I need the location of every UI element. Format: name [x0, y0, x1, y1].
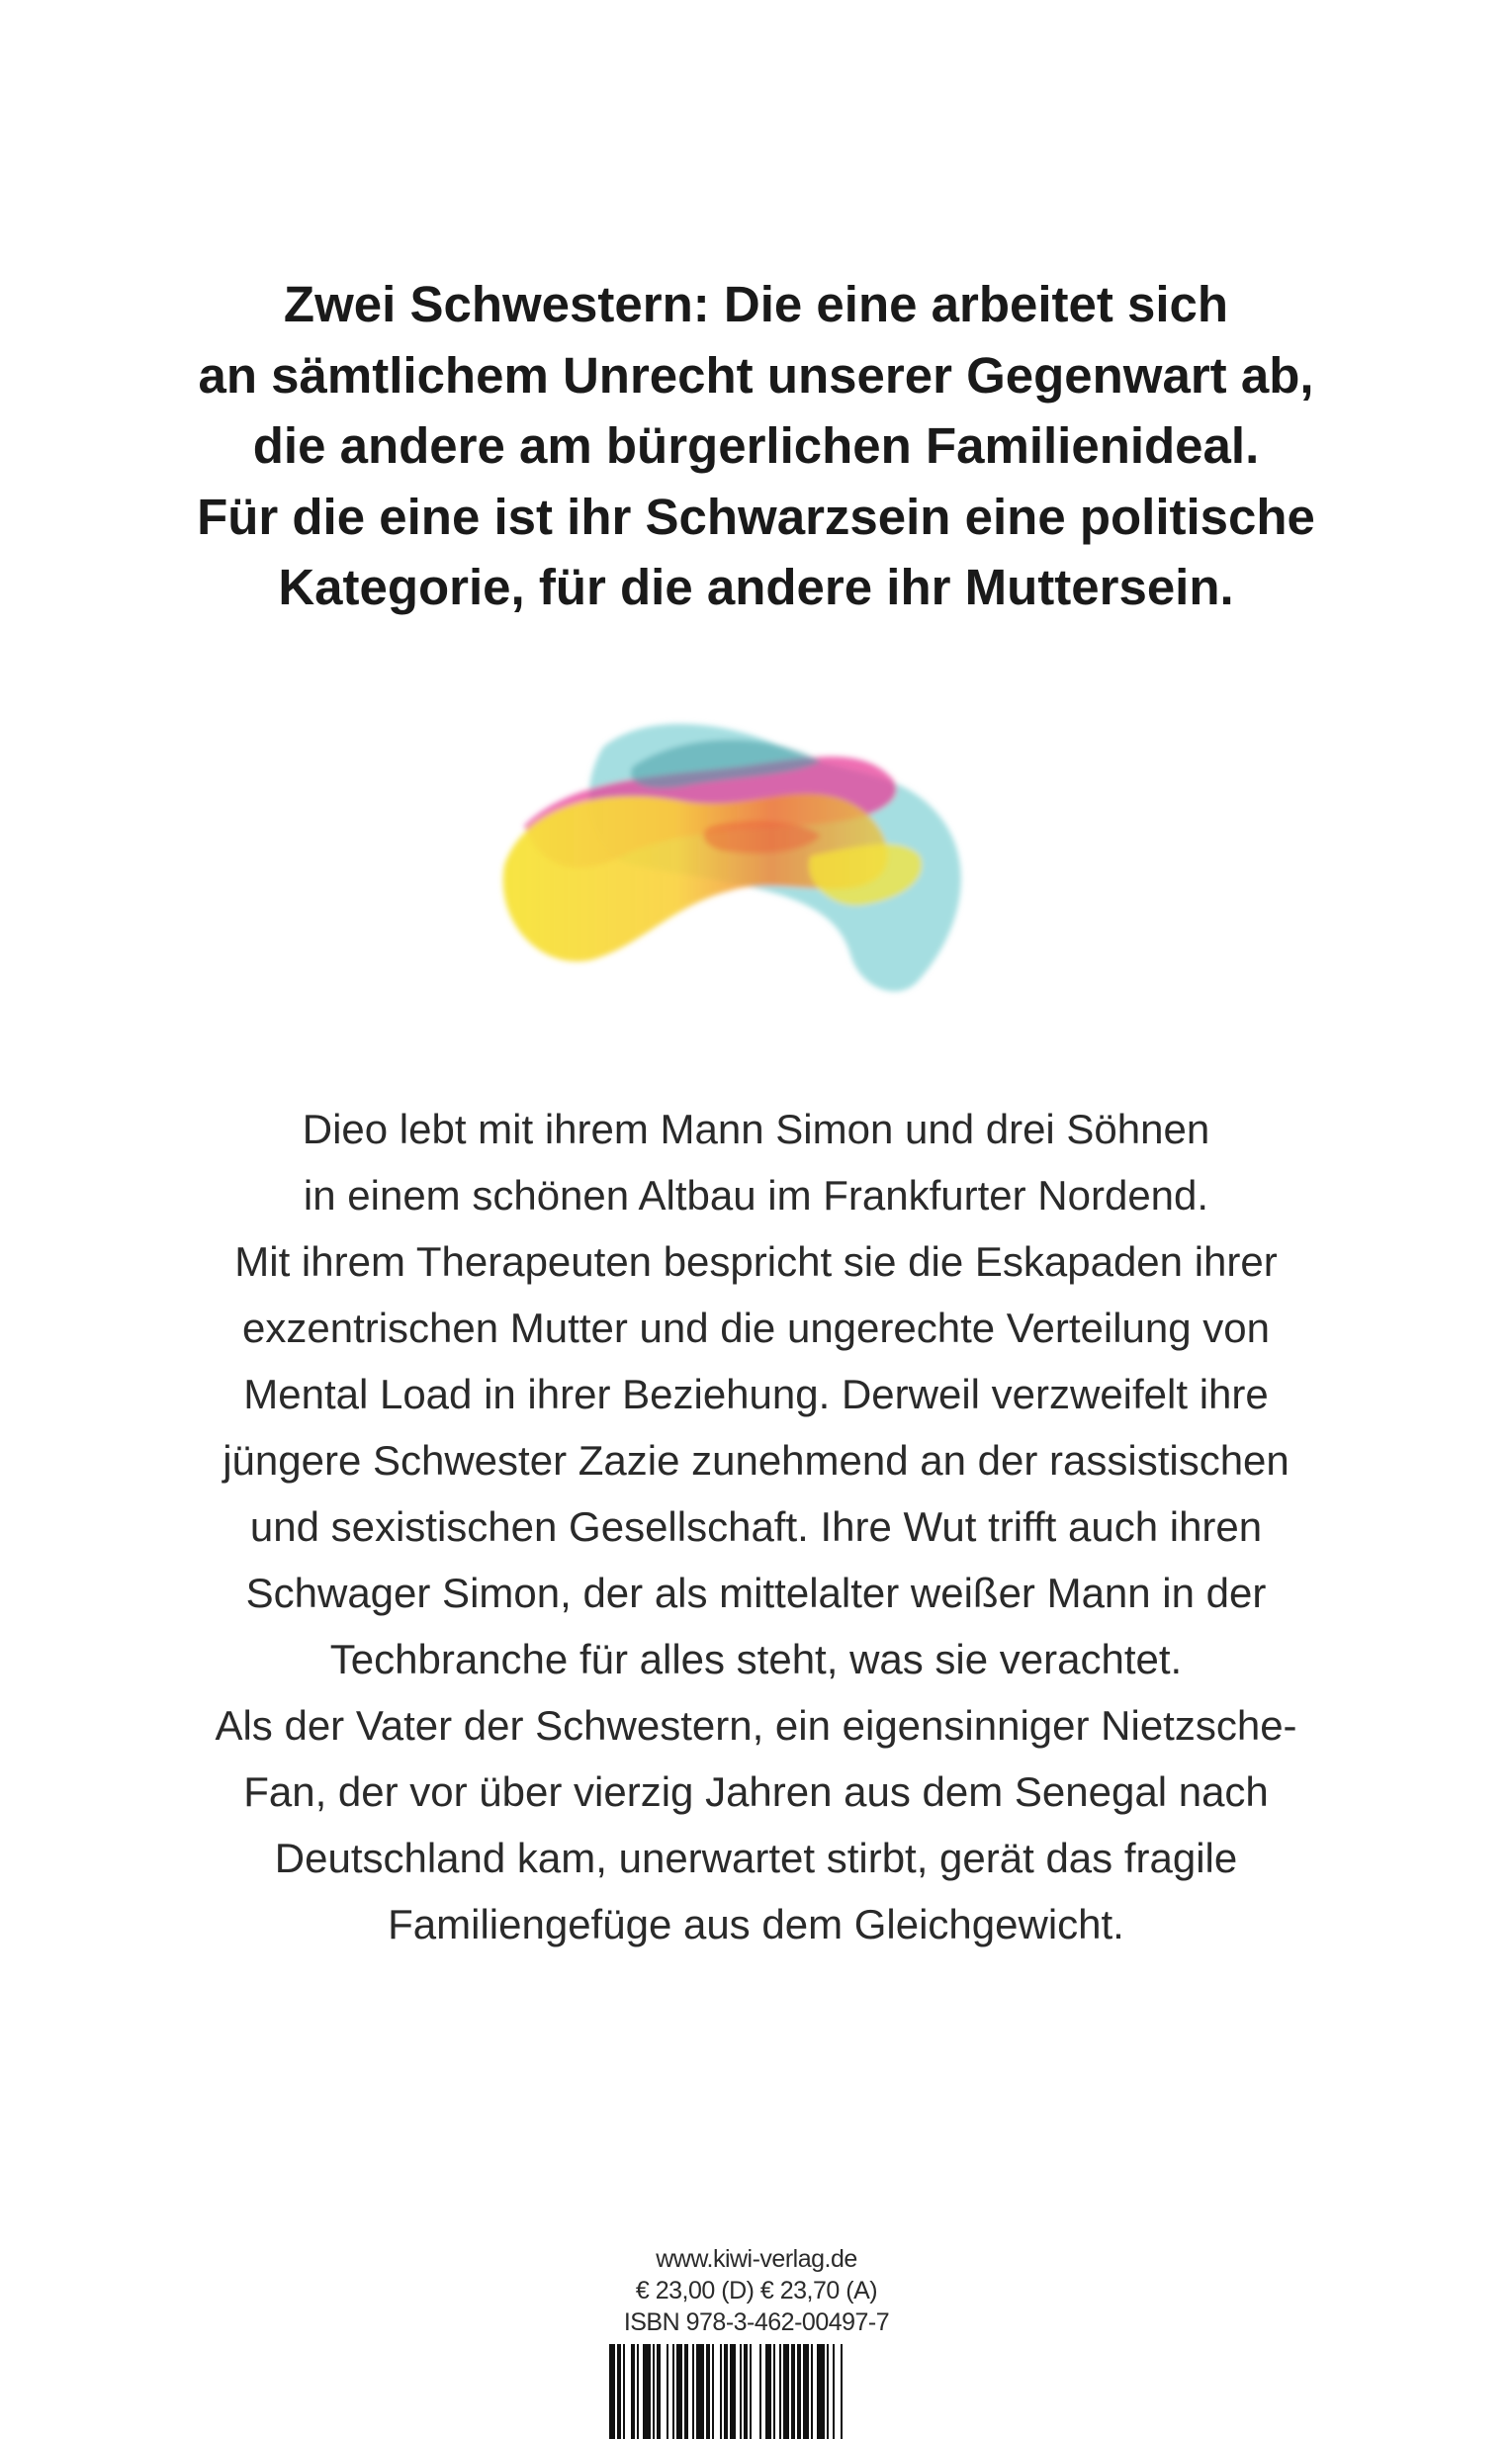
barcode-bar — [803, 2344, 809, 2439]
blurb-line: Als der Vater der Schwestern, ein eigensinniger Nietzsche- — [215, 1702, 1297, 1749]
isbn: ISBN 978-3-462-00497-7 — [623, 2308, 890, 2336]
barcode-bar — [623, 2344, 625, 2439]
barcode-bar — [797, 2344, 801, 2439]
tagline-line: an sämtlichem Unrecht unserer Gegenwart ab, — [198, 346, 1314, 404]
barcode-bar — [637, 2344, 639, 2439]
barcode-bar — [712, 2344, 714, 2439]
barcode-bar — [676, 2344, 682, 2439]
barcode-bar — [740, 2344, 742, 2439]
barcode-bar — [657, 2344, 661, 2439]
barcode-bar — [692, 2344, 694, 2439]
blurb-line: in einem schönen Altbau im Frankfurter Nordend. — [303, 1172, 1209, 1219]
blurb-line: Familiengefüge aus dem Gleichgewicht. — [388, 1901, 1124, 1947]
blurb-line: Techbranche für alles steht, was sie verachtet. — [329, 1636, 1183, 1682]
tagline-line: Kategorie, für die andere ihr Muttersein. — [278, 559, 1234, 615]
barcode-bar — [765, 2344, 771, 2439]
isbn-barcode-icon — [605, 2344, 902, 2439]
barcode-bar — [696, 2344, 704, 2439]
barcode-bar — [631, 2344, 635, 2439]
blurb-line: Dieo lebt mit ihrem Mann Simon und drei Söhnen — [302, 1106, 1210, 1152]
tagline — [0, 269, 1512, 623]
barcode-bar — [759, 2344, 761, 2439]
blurb — [0, 1096, 1512, 1957]
blurb-line: Fan, der vor über vierzig Jahren aus dem Senegal nach — [243, 1768, 1269, 1815]
barcode-bar — [833, 2344, 835, 2439]
barcode-bar — [684, 2344, 688, 2439]
barcode-bar — [730, 2344, 736, 2439]
tagline-line: Zwei Schwestern: Die eine arbeitet sich — [283, 276, 1229, 332]
barcode-bar — [720, 2344, 722, 2439]
barcode-bar — [667, 2344, 668, 2439]
blurb-line: und sexistischen Gesellschaft. Ihre Wut trifft auch ihren — [249, 1503, 1263, 1550]
barcode-bar — [609, 2344, 615, 2439]
barcode-bar — [617, 2344, 621, 2439]
barcode-bar — [811, 2344, 813, 2439]
barcode-bar — [827, 2344, 829, 2439]
barcode-bar — [817, 2344, 825, 2439]
barcode-bar — [724, 2344, 728, 2439]
barcode-bar — [744, 2344, 748, 2439]
barcode-bar — [653, 2344, 655, 2439]
barcode-bar — [841, 2344, 843, 2439]
price: € 23,00 (D) € 23,70 (A) — [635, 2277, 878, 2304]
tagline-line: die andere am bürgerlichen Familienideal. — [252, 417, 1260, 474]
watercolor-shape-icon — [485, 707, 999, 1004]
blurb-line: Deutschland kam, unerwartet stirbt, gerät das fragile — [274, 1835, 1238, 1881]
blurb-line: Schwager Simon, der als mittelalter weißer Mann in der — [245, 1570, 1267, 1616]
tagline-line: Für die eine ist ihr Schwarzsein eine politische — [197, 488, 1315, 545]
blurb-line: Mit ihrem Therapeuten bespricht sie die Eskapaden ihrer — [234, 1238, 1278, 1285]
barcode-bar — [783, 2344, 789, 2439]
barcode-bar — [750, 2344, 752, 2439]
barcode-bar — [643, 2344, 651, 2439]
barcode-bar — [706, 2344, 710, 2439]
publisher-website: www.kiwi-verlag.de — [656, 2245, 857, 2273]
imprint — [613, 2243, 900, 2338]
barcode-bar — [779, 2344, 781, 2439]
barcode-bar — [672, 2344, 674, 2439]
blurb-line: jüngere Schwester Zazie zunehmend an der rassistischen — [222, 1437, 1290, 1484]
barcode-bar — [773, 2344, 775, 2439]
barcode-bar — [791, 2344, 795, 2439]
blurb-line: Mental Load in ihrer Beziehung. Derweil verzweifelt ihre — [243, 1371, 1269, 1417]
blurb-line: exzentrischen Mutter und die ungerechte Verteilung von — [242, 1305, 1270, 1351]
